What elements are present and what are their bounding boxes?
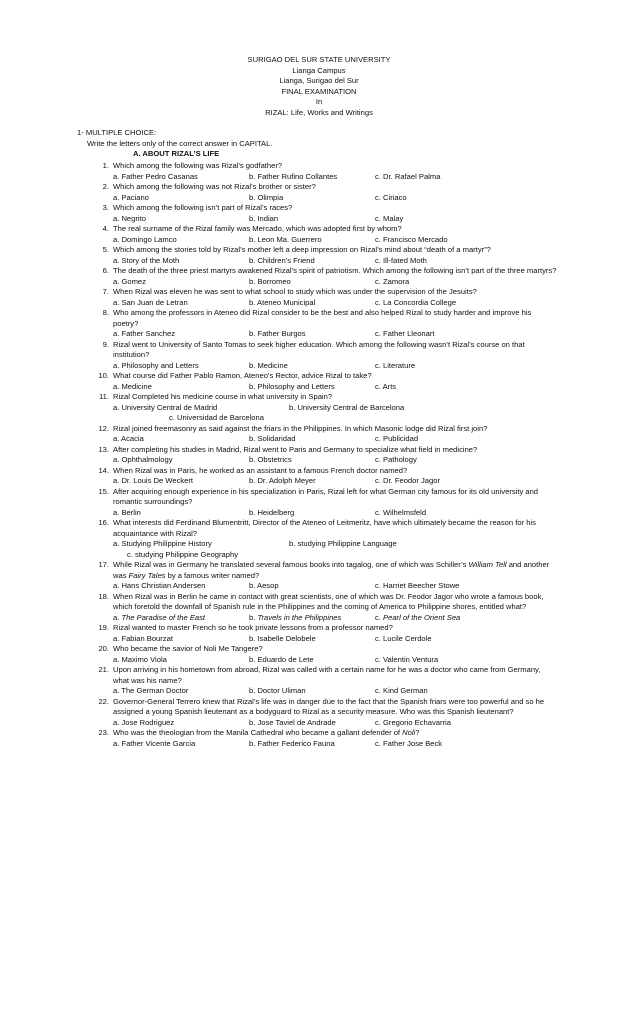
answer-option: b. Jose Taviel de Andrade [249,717,336,727]
question-item [87,245,557,266]
exam-in: In [315,97,323,106]
answer-option: a. Maximo Viola [113,654,167,664]
question-text: Upon arriving in his hometown from abroad, Rizal was called with a certain name for he was a doctor who came from Germany, what was his name? [113,665,541,685]
answer-option: c. Dr. Rafael Palma [375,171,441,181]
answer-options [113,539,557,550]
question-number: 4. [102,224,109,233]
question-text: Who among the professors in Ateneo did Rizal consider to be the best and also helped Rizal to study harder and improve his poetry? [113,308,532,328]
question-text: Rizal wanted to master French so he took private lessons from a professor named? [113,623,393,632]
question-item [87,371,557,392]
question-text: Who became the savior of Noli Me Tangere? [113,644,263,653]
question-number: 8. [102,308,109,317]
answer-option: b. Heidelberg [249,507,295,517]
answer-option: a. The German Doctor [113,686,189,695]
answer-option: a. Jose Rodriguez [113,717,175,727]
answer-option: c. Zamora [375,276,410,286]
answer-option: c. Literature [375,360,416,370]
question-item [87,665,557,697]
answer-option: b. Father Federico Fauna [249,738,335,748]
question-text: The real surname of the Rizal family was Mercado, which was adopted first by whom? [113,224,402,233]
answer-option: b. Obstetrics [249,455,292,464]
answer-option: b. Medicine [249,360,288,370]
question-text: Rizal Completed his medicine course in what university in Spain? [113,392,333,401]
subheading: A. ABOUT RIZAL’S LIFE [133,149,220,158]
question-text: When Rizal was in Berlin he came in contact with great scientists, one of which was Dr. Feodor Jagor who wrote a famous book, which foretold the downfall of Spanish rule in the Philippines and the coming of America to Philippine shores, entitled what? [113,591,544,611]
question-text: Rizal went to University of Santo Tomas to seek higher education. Which among the following wasn’t Rizal’s course on that institution? [113,339,525,359]
answer-options [113,403,557,414]
answer-options [113,655,557,666]
answer-options-extra [113,550,557,561]
answer-options [113,256,557,267]
question-number: 22. [98,696,109,706]
answer-options [113,476,557,487]
answer-options [113,634,557,645]
answer-option: a. University Central de Madrid [113,402,218,412]
answer-option: c. Ill-fated Moth [375,255,427,265]
answer-option: c. Ciriaco [375,192,407,202]
question-item [87,161,557,182]
answer-option: b. Olimpia [249,192,284,202]
answer-option: a. Philosophy and Letters [113,360,199,370]
question-text: Governor-General Terrero knew that Rizal’s life was in danger due to the fact that the Spanish friars were too powerful and so he assigned a young Spanish lieutenant as a bodyguard to Rizal as a security measure. Who was this Spanish lieutenant? [113,696,545,716]
question-item [87,287,557,308]
answer-option: b. Indian [249,213,279,223]
question-text: After acquiring enough experience in his specialization in Paris, Rizal left for what German city famous for its old university and romantic surroundings? [113,486,539,506]
answer-option: b. Ateneo Municipal [249,297,316,307]
question-number: 14. [98,465,109,475]
answer-option: c. Pathology [375,455,417,464]
question-item [87,560,557,592]
question-text: Who was the theologian from the Manila Cathedral who became a gallant defender of Noli? [113,728,420,737]
answer-options [113,298,557,309]
answer-option: b. Dr. Adolph Meyer [249,476,316,485]
answer-option: b. Children’s Friend [249,255,315,265]
answer-option: c. Lucile Cerdole [375,633,432,643]
question-item [87,445,557,466]
answer-option: a. Hans Christian Andersen [113,581,206,590]
answer-option: a. Story of the Moth [113,255,180,265]
answer-option: a. The Paradise of the East [113,612,206,622]
section-label: 1- MULTIPLE CHOICE: [77,128,157,137]
question-text: Which among the stories told by Rizal’s mother left a deep impression on Rizal’s mind about “death of a martyr”? [113,245,491,254]
answer-options [113,172,557,183]
answer-option: c. Dr. Feodor Jagor [375,476,440,485]
answer-options [113,686,557,697]
question-text: What interests did Ferdinand Blumentritt, Director of the Ateneo of Leitmeritz, have which ultimately became the reason for his acquaintance with Rizal? [113,518,536,538]
answer-option: a. Acacia [113,434,144,443]
answer-option: c. Harriet Beecher Stowe [375,581,460,590]
question-number: 19. [98,623,109,632]
answer-options [113,739,557,750]
answer-option: c. Francisco Mercado [375,234,448,244]
answer-option: c. Wilhelmsfeld [375,507,427,517]
question-number: 17. [98,560,109,569]
answer-option: c. Gregorio Echavarria [375,717,451,727]
question-item [87,466,557,487]
course-title: RIZAL: Life, Works and Writings [265,107,373,117]
question-number: 15. [98,486,109,496]
answer-option: a. Fabian Bourzat [113,633,173,643]
question-item [87,182,557,203]
answer-option: c. Arts [375,381,397,391]
answer-option: a. Ophthalmology [113,455,173,464]
question-number: 9. [102,339,109,349]
answer-option: b. Eduardo de Lete [249,654,314,664]
answer-option: a. Gomez [113,276,146,286]
answer-option: c. Universidad de Barcelona [169,413,264,422]
answer-options-extra [113,413,557,424]
answer-options [113,193,557,204]
question-number: 12. [98,423,109,433]
answer-option: b. Travels in the Philippines [249,612,342,622]
question-number: 2. [102,182,109,191]
answer-option: b. Borromeo [249,276,291,286]
question-item [87,340,557,372]
question-text: What course did Father Pablo Ramon, Ateneo’s Rector, advice Rizal to take? [113,371,372,380]
answer-options [113,382,557,393]
answer-option: c. Kind German [375,686,428,695]
answer-option: a. Father Vicente Garcia [113,738,196,748]
question-number: 20. [98,644,109,653]
answer-option: a. Dr. Louis De Weckert [113,476,194,485]
campus-name: Lianga Campus [292,65,346,75]
answer-options [113,214,557,225]
question-number: 21. [98,665,109,674]
answer-options [113,434,557,445]
university-name: SURIGAO DEL SUR STATE UNIVERSITY [247,55,391,64]
question-item [87,424,557,445]
question-number: 13. [98,444,109,454]
answer-option: a. Father Pedro Casanas [113,171,198,181]
question-list [87,161,557,749]
answer-option: a. Domingo Lamco [113,234,177,244]
answer-option: b. Solidaridad [249,434,296,443]
answer-option: a. Negrito [113,213,146,223]
answer-option: a. Medicine [113,381,152,391]
question-text: When Rizal was in Paris, he worked as an assistant to a famous French doctor named? [113,465,408,475]
answer-options [113,508,557,519]
answer-option: c. Pearl of the Orient Sea [375,612,461,622]
answer-option: b. Isabelle Delobele [249,633,316,643]
answer-option: c. Father Lleonart [375,329,435,338]
question-text: Which among the following was Rizal’s godfather? [113,161,283,170]
question-item [87,697,557,729]
answer-options [113,329,557,340]
exam-title: FINAL EXAMINATION [281,86,357,96]
answer-option: b. studying Philippine Language [289,539,397,548]
answer-option: c. Valentin Ventura [375,654,439,664]
answer-option: b. Leon Ma. Guerrero [249,234,322,244]
question-number: 5. [102,245,109,254]
answer-option: a. Paciano [113,192,149,202]
question-item [87,308,557,340]
answer-options [113,235,557,246]
answer-option: b. Philosophy and Letters [249,381,335,391]
question-item [87,392,557,424]
answer-option: b. Father Burgos [249,329,306,338]
answer-options [113,581,557,592]
answer-option: b. Doctor Uliman [249,686,306,695]
instruction-text: Write the letters only of the correct answer in CAPITAL. [87,139,273,148]
answer-options [113,718,557,729]
question-item [87,592,557,624]
question-number: 6. [102,266,109,275]
question-number: 11. [99,392,109,401]
question-number: 18. [98,591,109,601]
answer-option: c. Publicidad [375,434,419,443]
question-text: Which among the following was not Rizal’s brother or sister? [113,182,316,191]
answer-options [113,277,557,288]
question-text: While Rizal was in Germany he translated several famous books into tagalog, one of which was Schiller’s William Tell and another was Fairy Tales by a famous writer named? [113,560,550,580]
question-item [87,487,557,519]
question-number: 16. [98,518,109,527]
question-item [87,203,557,224]
answer-option: b. Father Rufino Collantes [249,171,338,181]
question-number: 23. [98,728,109,737]
question-item [87,623,557,644]
answer-option: c. studying Philippine Geography [127,549,239,559]
answer-option: c. Malay [375,213,404,223]
question-item [87,224,557,245]
question-item [87,644,557,665]
campus-location: Lianga, Surigao del Sur [279,76,359,85]
answer-option: a. Studying Philippine History [113,539,212,548]
question-item [87,266,557,287]
question-item [87,728,557,749]
answer-options [113,455,557,466]
question-text: Rizal joined freemasonry as said against the friars in the Philippines. In which Masonic lodge did Rizal first join? [113,423,488,433]
answer-option: a. Berlin [113,507,141,517]
question-number: 3. [102,203,109,212]
question-number: 10. [98,371,109,380]
answer-option: a. Father Sanchez [113,329,176,338]
question-number: 7. [102,287,109,296]
answer-option: b. Aesop [249,581,279,590]
question-number: 1. [102,161,109,170]
question-text: The death of the three priest martyrs awakened Rizal’s spirit of patriotism. Which among the following isn’t part of the three martyrs? [113,266,557,275]
answer-options [113,361,557,372]
answer-option: c. Father Jose Beck [375,738,443,748]
question-text: When Rizal was eleven he was sent to what school to study which was under the supervision of the Jesuits? [113,287,477,296]
question-text: Which among the following isn’t part of Rizal’s races? [113,203,293,212]
question-item [87,518,557,560]
answer-option: c. La Concordia College [375,297,457,307]
answer-option: a. San Juan de Letran [113,297,188,307]
answer-option: b. University Central de Barcelona [289,402,405,412]
question-text: After completing his studies in Madrid, Rizal went to Paris and Germany to specialize what field in medicine? [113,444,478,454]
answer-options [113,613,557,624]
document-header [0,55,638,118]
